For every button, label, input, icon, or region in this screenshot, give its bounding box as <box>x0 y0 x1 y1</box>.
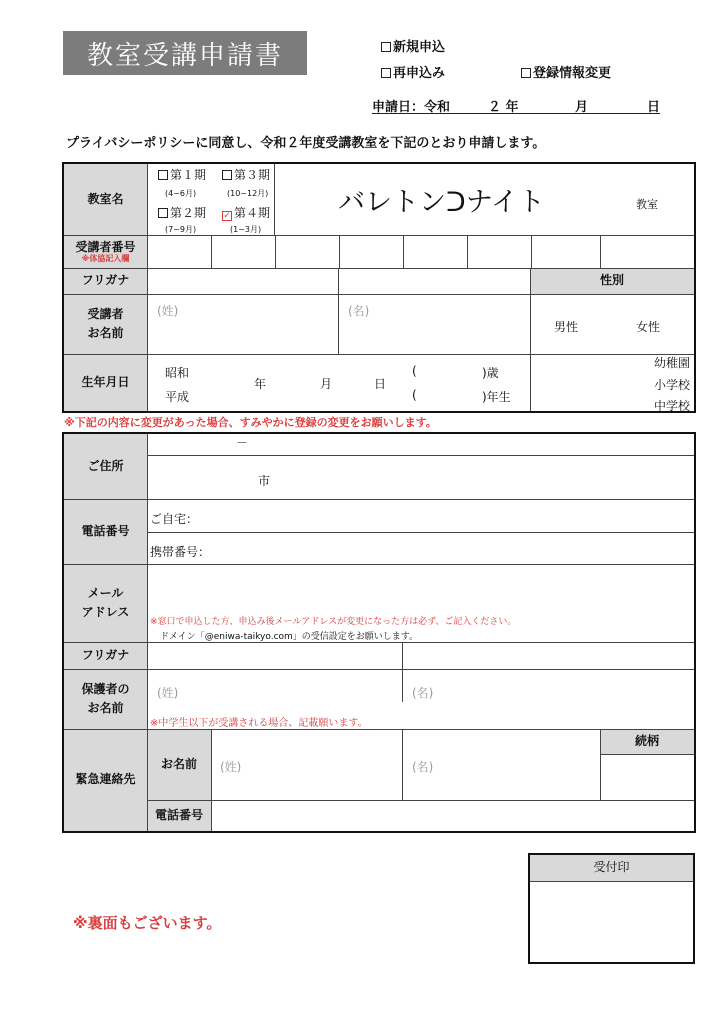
table-divider <box>274 164 275 235</box>
table-divider <box>147 800 694 801</box>
table-divider <box>211 729 212 831</box>
change-note: ※下記の内容に変更があった場合、すみやかに登録の変更をお願いします。 <box>64 416 437 429</box>
grade-paren-open: ( <box>412 388 417 402</box>
emergency-surname-input[interactable]: (姓) <box>220 760 242 774</box>
member-no-note: ※体協記入欄 <box>81 253 130 263</box>
email-note-text: ※窓口で申込した方、申込み後メールアドレスが変更になった方は必ず、ご記入ください。 <box>150 617 517 627</box>
furigana-label-2: フリガナ <box>64 642 147 669</box>
date-year: ２ 年 <box>488 100 519 115</box>
table-divider <box>338 268 339 354</box>
term2-checkbox[interactable] <box>158 204 206 221</box>
table-divider <box>147 532 694 533</box>
table-divider <box>530 268 531 411</box>
table-divider <box>64 642 694 643</box>
form-title: 教室受講申請書 <box>63 31 307 75</box>
class-name-label: 教室名 <box>64 164 147 235</box>
school-kindergarten[interactable]: 幼稚園 <box>654 356 691 370</box>
term1-months: (4~6月) <box>165 189 197 198</box>
dob-day-unit: 日 <box>374 377 387 391</box>
guardian-label <box>64 669 147 729</box>
table-divider <box>64 354 694 355</box>
guardian-note: ※中学生以下が受講される場合、記載願います。 <box>150 718 368 729</box>
school-elementary[interactable]: 小学校 <box>654 378 691 392</box>
era-heisei[interactable]: 平成 <box>165 390 190 404</box>
furigana-label: フリガナ <box>64 268 147 294</box>
guardian-given-name-input[interactable]: (名) <box>412 686 434 700</box>
mobile-phone-input[interactable]: 携帯番号： <box>150 545 211 559</box>
term3-months: (10~12月) <box>227 189 269 198</box>
email-label <box>64 564 147 642</box>
guardian-surname-input[interactable]: (姓) <box>157 686 179 700</box>
student-surname-input[interactable]: (姓) <box>157 304 179 318</box>
checkbox-square-icon[interactable] <box>381 42 391 52</box>
postal-dash: － <box>236 436 249 450</box>
emergency-phone-label: 電話番号 <box>147 800 211 831</box>
checkbox-square-icon[interactable] <box>521 68 531 78</box>
relation-label: 続柄 <box>600 729 694 754</box>
term3-label: 第３期 <box>234 168 271 182</box>
term3-checkbox[interactable] <box>222 166 270 183</box>
table-divider <box>402 642 403 702</box>
checkmark-icon[interactable]: ✓ <box>223 211 231 221</box>
section-contact <box>62 432 696 833</box>
checkbox-renew[interactable] <box>381 62 445 81</box>
checkbox-new[interactable] <box>381 36 445 55</box>
table-divider <box>64 499 694 500</box>
table-divider <box>275 235 276 268</box>
emergency-given-name-input[interactable]: (名) <box>412 760 434 774</box>
home-phone-input[interactable]: ご自宅： <box>150 512 199 526</box>
checkbox-change-label: 登録情報変更 <box>533 66 612 81</box>
table-divider <box>64 564 694 565</box>
table-divider <box>600 235 601 268</box>
checkbox-change[interactable] <box>521 62 611 81</box>
guardian-label-line2: お名前 <box>87 701 124 715</box>
age-paren-open: ( <box>412 364 417 378</box>
gender-male[interactable]: 男性 <box>554 320 579 334</box>
student-given-name-input[interactable]: (名) <box>348 304 370 318</box>
checkbox-new-label: 新規申込 <box>393 40 446 55</box>
term4-months: (1~3月) <box>230 225 262 234</box>
section-applicant <box>62 162 696 413</box>
table-divider <box>147 164 148 411</box>
checkbox-square-icon[interactable] <box>222 170 232 180</box>
table-divider <box>403 235 404 268</box>
dob-month-unit: 月 <box>320 377 333 391</box>
emergency-name-label: お名前 <box>147 729 211 800</box>
term1-label: 第１期 <box>170 168 207 182</box>
guardian-label-line1: 保護者の <box>81 681 130 696</box>
table-divider <box>147 434 148 831</box>
student-name-label <box>64 294 147 354</box>
age-unit: )歳 <box>482 366 499 380</box>
email-label-line2: アドレス <box>81 605 130 619</box>
gender-female[interactable]: 女性 <box>636 320 661 334</box>
term1-checkbox[interactable] <box>158 166 206 183</box>
checkbox-square-icon[interactable] <box>158 170 168 180</box>
class-suffix: 教室 <box>636 198 658 211</box>
back-side-note: ※裏面もございます。 <box>73 914 222 932</box>
member-no-cell <box>64 235 147 268</box>
term4-label: 第４期 <box>234 206 271 220</box>
date-day: 日 <box>647 100 661 115</box>
application-date-row <box>372 96 660 114</box>
city-unit: 市 <box>258 474 271 488</box>
grade-unit: )年生 <box>482 390 511 404</box>
checkbox-renew-label: 再申込み <box>393 66 446 81</box>
receipt-stamp-box <box>528 853 695 964</box>
student-name-label-line2: お名前 <box>87 326 124 340</box>
table-divider <box>600 754 694 755</box>
term2-months: (7~9月) <box>165 225 197 234</box>
table-divider <box>64 268 694 269</box>
receipt-label: 受付印 <box>530 855 693 882</box>
era-showa[interactable]: 昭和 <box>165 366 190 380</box>
emergency-label: 緊急連絡先 <box>64 729 147 831</box>
class-name-value[interactable]: バレトンᑐナイト <box>338 187 545 218</box>
checkbox-square-icon[interactable] <box>158 208 168 218</box>
address-label: ご住所 <box>64 434 147 499</box>
table-divider <box>147 455 694 456</box>
phone-label: 電話番号 <box>64 499 147 564</box>
table-divider <box>64 669 694 670</box>
checkbox-square-icon[interactable] <box>381 68 391 78</box>
gender-label: 性別 <box>530 268 694 294</box>
table-divider <box>339 235 340 268</box>
date-label: 申請日：令和 <box>372 100 451 115</box>
school-junior-high[interactable]: 中学校 <box>654 399 691 413</box>
table-divider <box>531 235 532 268</box>
dob-year-unit: 年 <box>254 377 267 391</box>
table-divider <box>467 235 468 268</box>
table-divider <box>64 294 694 295</box>
member-no-label: 受講者番号 <box>75 239 136 254</box>
term4-checkbox[interactable] <box>222 204 270 221</box>
email-note-1 <box>150 614 516 627</box>
email-note-2: ドメイン「@eniwa-taikyo.com」の受信設定をお願いします。 <box>160 632 419 642</box>
table-divider <box>600 729 601 800</box>
student-name-label-line1: 受講者 <box>87 306 124 321</box>
email-label-line1: メール <box>87 585 124 600</box>
table-divider <box>402 729 403 800</box>
date-month: 月 <box>575 100 589 115</box>
table-divider <box>211 235 212 268</box>
dob-label: 生年月日 <box>64 354 147 411</box>
intro-text: プライバシーポリシーに同意し、令和２年度受講教室を下記のとおり申請します。 <box>66 136 546 151</box>
term2-label: 第２期 <box>170 206 207 220</box>
